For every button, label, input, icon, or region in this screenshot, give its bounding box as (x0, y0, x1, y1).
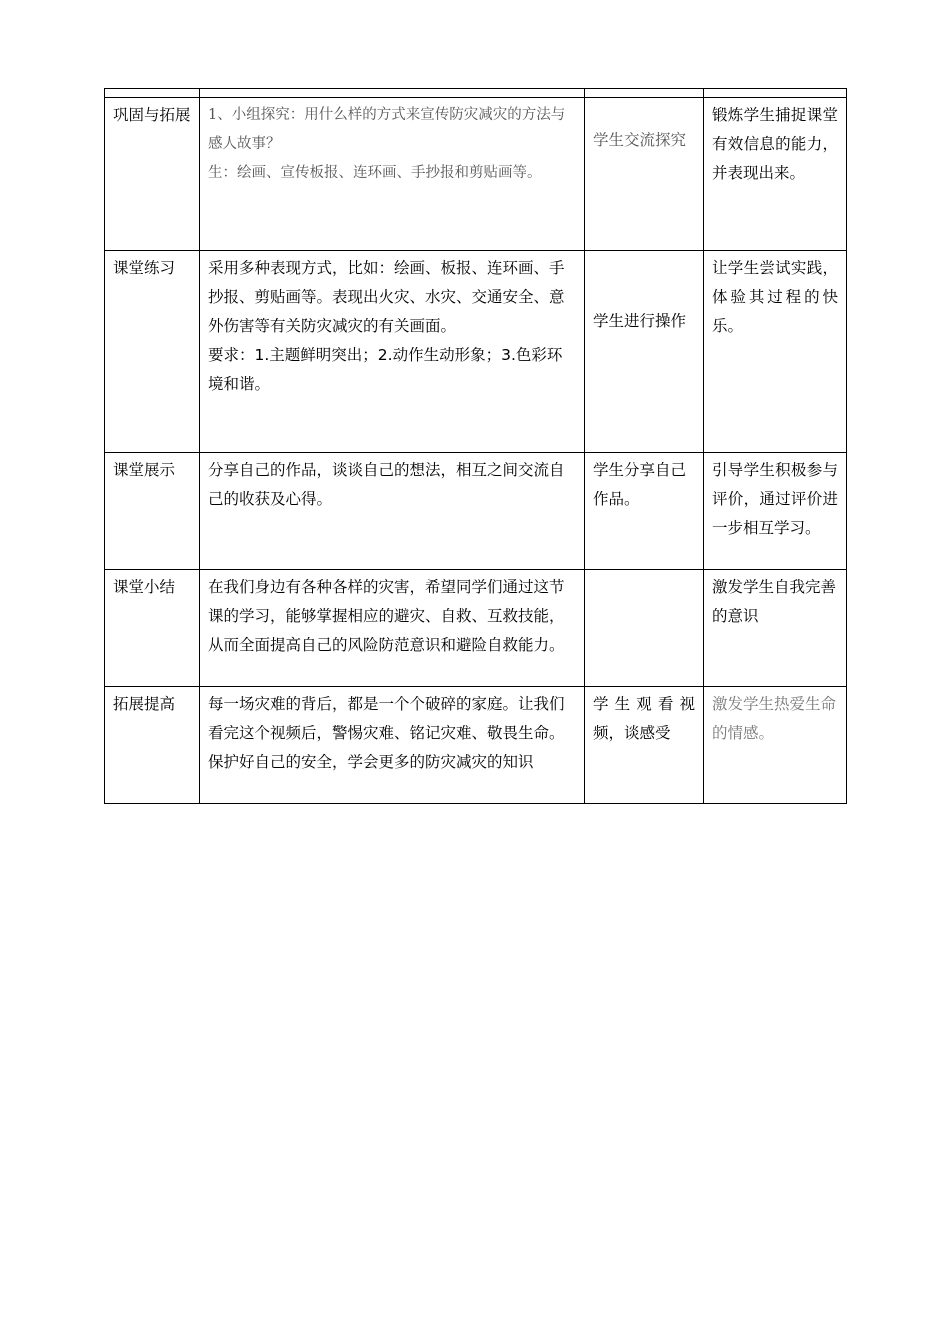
content-paragraph: 分享自己的作品，谈谈自己的想法，相互之间交流自己的收获及心得。 (208, 461, 565, 508)
purpose-cell: 激发学生热爱生命的情感。 (704, 687, 847, 804)
stage-cell: 巩固与拓展 (105, 98, 200, 251)
table-row (105, 251, 847, 453)
stage-cell: 课堂练习 (105, 251, 200, 453)
table-row (105, 453, 847, 570)
student-activity-cell: 学生交流探究 (585, 98, 704, 251)
stage-cell: 课堂展示 (105, 453, 200, 570)
purpose-cell: 激发学生自我完善的意识 (704, 570, 847, 687)
student-activity-cell (585, 570, 704, 687)
content-paragraph: 生：绘画、宣传板报、连环画、手抄报和剪贴画等。 (208, 165, 542, 181)
content-cell (200, 251, 585, 453)
content-cell (200, 453, 585, 570)
content-paragraph: 每一场灾难的背后，都是一个个破碎的家庭。让我们看完这个视频后，警惕灾难、铭记灾难、敬畏生命。保护好自己的安全，学会更多的防灾减灾的知识 (208, 695, 565, 771)
table-header-spacer (105, 89, 847, 98)
purpose-cell: 锻炼学生捕捉课堂有效信息的能力，并表现出来。 (704, 98, 847, 251)
table-row (105, 687, 847, 804)
content-paragraph: 要求：1.主题鲜明突出；2.动作生动形象；3.色彩环境和谐。 (208, 346, 563, 393)
student-activity-cell: 学生观看视频，谈感受 (585, 687, 704, 804)
content-paragraph: 在我们身边有各种各样的灾害，希望同学们通过这节课的学习，能够掌握相应的避灾、自救、互救技能，从而全面提高自己的风险防范意识和避险自救能力。 (208, 578, 565, 654)
content-cell (200, 687, 585, 804)
student-activity-cell: 学生分享自己作品。 (585, 453, 704, 570)
content-paragraph: 1、小组探究：用什么样的方式来宣传防灾减灾的方法与感人故事？ (208, 107, 566, 152)
lesson-plan-table (104, 88, 847, 804)
content-cell (200, 570, 585, 687)
stage-cell: 课堂小结 (105, 570, 200, 687)
stage-cell: 拓展提高 (105, 687, 200, 804)
purpose-cell: 引导学生积极参与评价，通过评价进一步相互学习。 (704, 453, 847, 570)
content-paragraph: 采用多种表现方式，比如：绘画、板报、连环画、手抄报、剪贴画等。表现出火灾、水灾、交通安全、意外伤害等有关防灾减灾的有关画面。 (208, 259, 565, 335)
student-activity-cell: 学生进行操作 (585, 251, 704, 453)
table-row (105, 98, 847, 251)
table-row (105, 570, 847, 687)
purpose-cell: 让学生尝试实践，体验其过程的快乐。 (704, 251, 847, 453)
content-cell (200, 98, 585, 251)
